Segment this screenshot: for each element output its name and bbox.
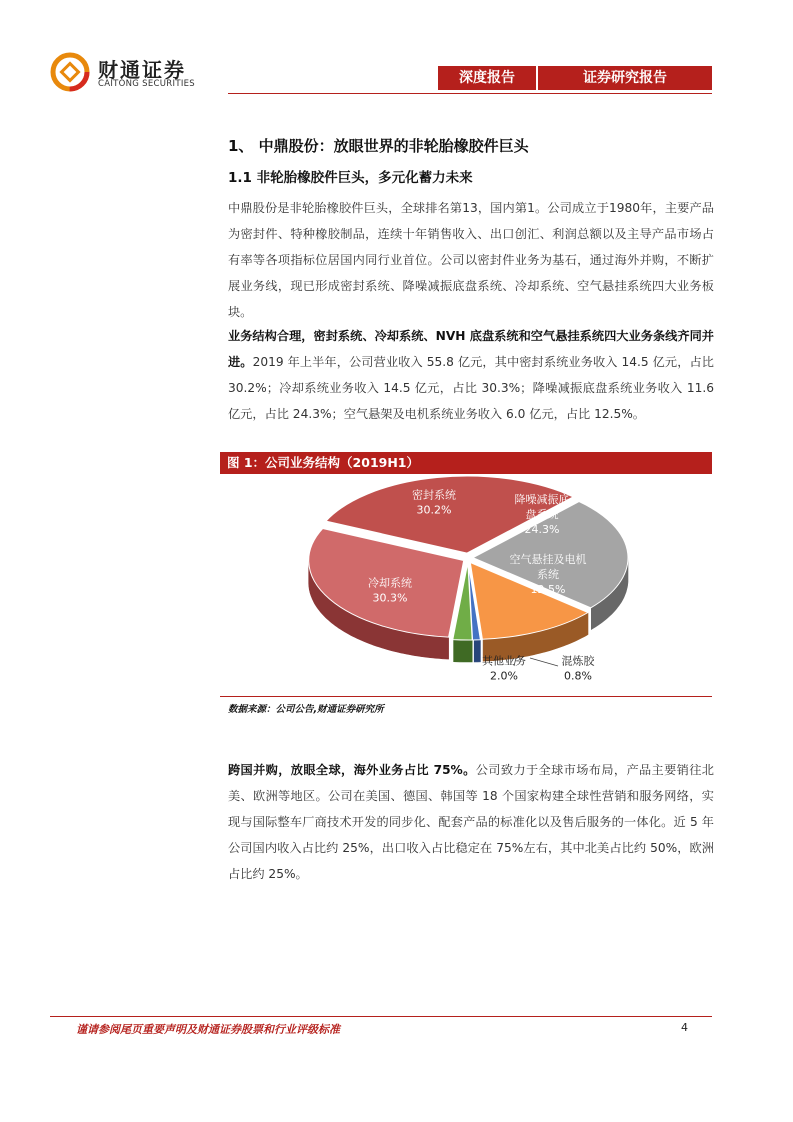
subsection-heading: 1.1 非轮胎橡胶件巨头，多元化蓄力未来 (228, 170, 473, 186)
pie-chart-svg (220, 476, 712, 694)
figure-title: 图 1：公司业务结构（2019H1） (227, 455, 419, 470)
data-label-密封系统: 30.2% (416, 503, 452, 517)
pie-side-混炼胶 (474, 640, 480, 662)
slice-label-降噪减振底盘系统: 降噪减振底 (514, 493, 570, 506)
logo-chinese-name: 财通证券 (98, 58, 186, 82)
figure-rule (220, 696, 712, 697)
header-rule (228, 93, 712, 94)
logo-english-name: CAITONG SECURITIES (98, 79, 195, 89)
company-logo (50, 52, 200, 92)
paragraph-lead: 业务结构合理，密封系统、冷却系统、NVH 底盘系统和空气悬挂系统四大业务条线齐同并进。 (228, 329, 714, 369)
footer-disclaimer: 谨请参阅尾页重要声明及财通证券股票和行业评级标准 (76, 1023, 340, 1036)
data-label-空气悬挂及电机系统: 12.5% (530, 583, 566, 596)
slice-label-空气悬挂及电机系统: 空气悬挂及电机 (509, 553, 587, 566)
report-type-label: 深度报告 (459, 70, 515, 86)
paragraph-business-structure (228, 323, 714, 427)
slice-label-空气悬挂及电机系统: 系统 (537, 568, 559, 581)
slice-label-其他业务: 其他业务 (482, 654, 526, 668)
data-label-混炼胶: 0.8% (564, 669, 592, 683)
slice-label-混炼胶: 混炼胶 (561, 654, 595, 668)
footer-rule (50, 1016, 712, 1017)
coin-logo-icon (50, 52, 90, 92)
data-label-降噪减振底盘系统: 24.3% (524, 523, 560, 536)
figure-title-bar (220, 452, 712, 474)
paragraph-lead: 跨国并购，放眼全球，海外业务占比 75%。 (228, 763, 476, 777)
page-number: 4 (681, 1021, 688, 1034)
section-heading: 1、 中鼎股份：放眼世界的非轮胎橡胶件巨头 (228, 137, 529, 155)
report-kind-label: 证券研究报告 (583, 70, 667, 86)
paragraph-global-expansion (228, 757, 714, 887)
slice-label-降噪减振底盘系统: 盘系统 (525, 508, 559, 521)
slice-label-密封系统: 密封系统 (412, 488, 456, 502)
data-label-冷却系统: 30.3% (372, 591, 408, 605)
paragraph-company-intro: 中鼎股份是非轮胎橡胶件巨头，全球排名第13，国内第1。公司成立于1980年，主要产品为密封件、特种橡胶制品，连续十年销售收入、出口创汇、利润总额以及主导产品市场占有率等各项指标位居国内同行业首位。公司以密封件业务为基石，通过海外并购，不断扩展业务线，现已形成密封系统、降噪减振底盘系统、冷却系统、空气悬挂系统四大业务板块。 (228, 201, 714, 319)
paragraph-body: 2019 年上半年，公司营业收入 55.8 亿元，其中密封系统业务收入 14.5 亿元，占比 30.2%；冷却系统业务收入 14.5 亿元，占比 30.3%；降噪减振底盘系统业务收入 11.6 亿元，占比 24.3%；空气悬架及电机系统业务收入 6.0 亿元，占比 12.5%。 (228, 355, 714, 421)
pie-side-其他业务 (454, 640, 473, 662)
data-label-其他业务: 2.0% (490, 669, 518, 683)
figure-source: 数据来源：公司公告,财通证券研究所 (228, 704, 384, 715)
slice-label-冷却系统: 冷却系统 (368, 576, 412, 590)
header-banner (438, 66, 712, 90)
paragraph-body: 公司致力于全球市场布局，产品主要销往北美、欧洲等地区。公司在美国、德国、韩国等 18 个国家构建全球性营销和服务网络，实现与国际整车厂商技术开发的同步化、配套产品的标准化以及售后服务的一体化。近 5 年公司国内收入占比约 25%，出口收入占比稳定在 75%左右，其中北美占比约 50%，欧洲占比约 25%。 (228, 763, 714, 881)
pie-chart (220, 476, 712, 694)
leader-line-混炼胶 (530, 658, 558, 666)
